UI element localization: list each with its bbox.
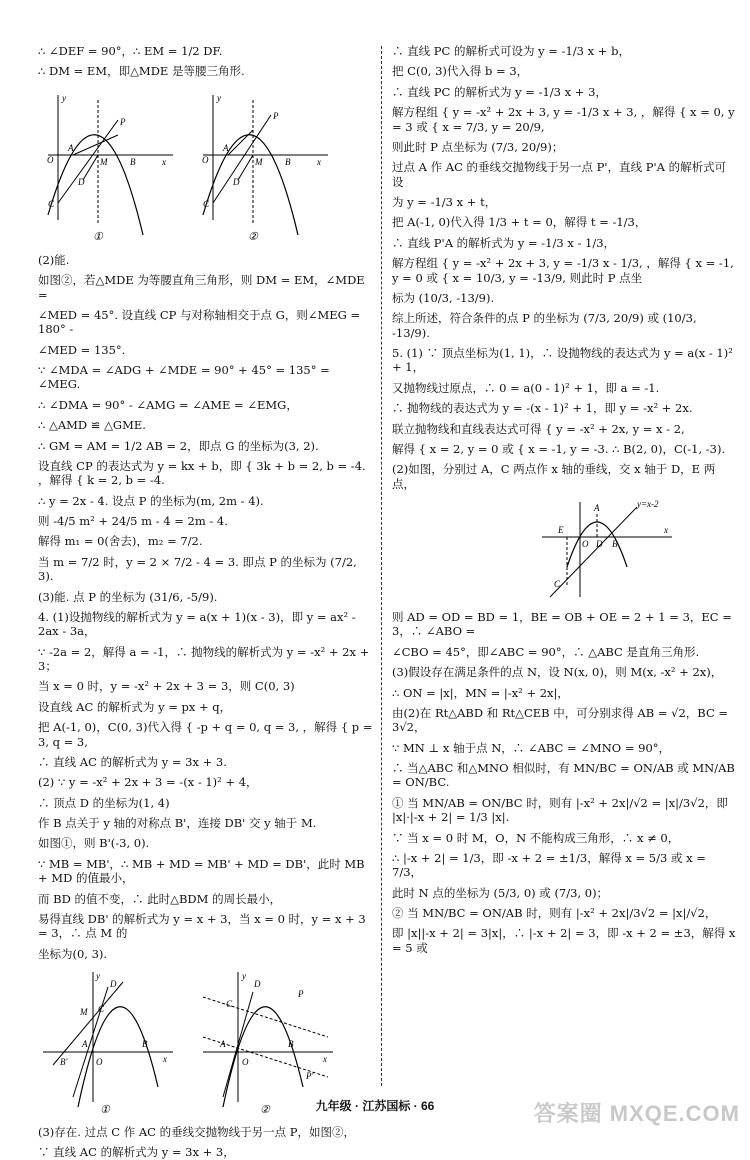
text-line: 联立抛物线和直线表达式可得 { y = -x² + 2x, y = x - 2,: [392, 421, 685, 436]
text-line: ∴ y = 2x - 4. 设点 P 的坐标为(m, 2m - 4).: [38, 493, 264, 508]
svg-text:B: B: [142, 1039, 148, 1049]
text-line: 把 A(-1, 0)，C(0, 3)代入得 { -p + q = 0, q = 3, ，解得 { p = 3, q = 3,: [38, 720, 377, 749]
text-line: 解方程组 { y = -x² + 2x + 3, y = -1/3 x + 3, ，解得 { x = 0, y = 3 或 { x = 7/3, y = 20/9,: [392, 105, 739, 134]
svg-text:y: y: [242, 971, 246, 981]
text-line: 5. (1) ∵ 顶点坐标为(1, 1)，∴ 设抛物线的表达式为 y = a(x - 1)² + 1，: [392, 346, 737, 375]
svg-text:A: A: [68, 142, 74, 153]
svg-text:M: M: [80, 1007, 88, 1017]
svg-text:M: M: [255, 156, 263, 167]
figure-2-right: [203, 971, 333, 1116]
figure-1-caption: ①: [93, 230, 103, 243]
text-line: 设直线 AC 的解析式为 y = px + q，: [38, 699, 232, 714]
text-line: ∴ 抛物线的表达式为 y = -(x - 1)² + 1，即 y = -x² + 2x.: [392, 401, 693, 416]
text-line: 过点 A 作 AC 的垂线交抛物线于另一点 P'，直线 P'A 的解析式可设: [392, 160, 727, 189]
figure-parabola-pair-1: [38, 85, 338, 245]
text-line: 如图①，则 B'(-3, 0).: [38, 836, 150, 851]
right-text-block-a: [392, 44, 737, 491]
svg-text:P: P: [298, 989, 304, 999]
text-line: (3)假设存在满足条件的点 N，设 N(x, 0)，则 M(x, -x² + 2x)，: [392, 665, 723, 680]
left-text-block-a: [38, 44, 373, 79]
text-line: ∵ 当 x = 0 时 M，O，N 不能构成三角形，∴ x ≠ 0，: [392, 830, 680, 845]
svg-text:B': B': [60, 1057, 68, 1067]
svg-text:x: x: [664, 525, 668, 535]
figure-1-right: [202, 93, 328, 243]
svg-text:E: E: [558, 525, 564, 535]
text-line: (2) ∵ y = -x² + 2x + 3 = -(x - 1)² + 4，: [38, 775, 258, 790]
text-line: 坐标为(0, 3).: [38, 946, 108, 961]
text-line: 则 -4/5 m² + 24/5 m - 4 = 2m - 4.: [38, 514, 228, 528]
svg-text:x: x: [163, 1054, 167, 1064]
figure-2-left: [43, 971, 173, 1116]
text-line: ∴ 顶点 D 的坐标为(1, 4): [38, 795, 170, 810]
text-line: ∵ -2a = 2，解得 a = -1，∴ 抛物线的解析式为 y = -x² + 2x + 3；: [38, 644, 373, 673]
svg-text:C: C: [98, 1004, 105, 1014]
text-line: ∴ 直线 P'A 的解析式为 y = -1/3 x - 1/3，: [392, 235, 616, 250]
svg-text:P': P': [306, 1071, 314, 1081]
text-line: ∵ MB = MB'，∴ MB + MD = MB' + MD = DB'，此时 MB + MD 的值最小，: [38, 856, 369, 886]
svg-text:y: y: [96, 971, 100, 981]
text-line: 把 C(0, 3)代入得 b = 3，: [392, 64, 529, 79]
svg-text:y: y: [217, 92, 221, 103]
text-line: 标为 (10/3, -13/9).: [392, 290, 495, 305]
svg-text:A: A: [82, 1039, 88, 1049]
line-label: y=x-2: [637, 499, 659, 509]
svg-text:P: P: [120, 116, 126, 127]
svg-text:x: x: [317, 156, 321, 167]
text-line: ∴ 直线 AC 的解析式为 y = 3x + 3.: [38, 754, 227, 769]
svg-text:B: B: [130, 156, 136, 167]
text-line: (3)能. 点 P 的坐标为 (31/6, -5/9).: [38, 589, 218, 604]
svg-text:O: O: [242, 1057, 249, 1067]
svg-text:x: x: [323, 1054, 327, 1064]
text-line: ∠MED = 135°.: [38, 342, 126, 357]
text-line: ∴ ON = |x|，MN = |-x² + 2x|，: [392, 685, 569, 700]
text-line: 作 B 点关于 y 轴的对称点 B'，连接 DB' 交 y 轴于 M.: [38, 816, 317, 830]
column-divider: [381, 46, 382, 1086]
svg-text:D: D: [78, 176, 85, 187]
svg-text:A: A: [223, 142, 229, 153]
left-text-block-b: [38, 252, 377, 961]
svg-text:P: P: [273, 110, 279, 121]
svg-text:O: O: [47, 154, 54, 165]
text-line: ∴ 直线 PC 的解析式可设为 y = -1/3 x + b，: [392, 44, 630, 58]
svg-text:O: O: [202, 154, 209, 165]
text-line: 易得直线 DB' 的解析式为 y = x + 3，当 x = 0 时，y = x + 3 = 3，∴ 点 M 的: [38, 911, 370, 941]
right-text-block-b: [392, 610, 740, 955]
svg-text:A: A: [594, 503, 600, 513]
svg-text:C: C: [48, 198, 55, 209]
text-line: 设直线 CP 的表达式为 y = kx + b，即 { 3k + b = 2, b = -4. ，解得 { k = 2, b = -4.: [38, 458, 370, 488]
page-footer: 九年级 · 江苏国标 · 66: [315, 1099, 435, 1113]
text-line: 又抛物线过原点，∴ 0 = a(0 - 1)² + 1，即 a = -1.: [392, 380, 660, 395]
text-line: ∠CBO = 45°，即∠ABC = 90°，∴ △ABC 是直角三角形.: [392, 644, 700, 659]
text-line: (2)如图，分别过 A，C 两点作 x 轴的垂线，交 x 轴于 D，E 两点，: [392, 462, 716, 491]
text-line: ∠MED = 45°. 设直线 CP 与对称轴相交于点 G，则∠MEG = 180° -: [38, 307, 364, 337]
figure-parabola-pair-2: [38, 967, 338, 1117]
figure-1-left: [47, 93, 173, 243]
svg-text:y: y: [62, 92, 66, 103]
svg-text:B: B: [288, 1039, 294, 1049]
svg-text:D: D: [110, 979, 117, 989]
text-line: ∴ ∠DEF = 90°，∴ EM = 1/2 DF.: [38, 44, 223, 58]
text-line: 解方程组 { y = -x² + 2x + 3, y = -1/3 x - 1/3, ，解得 { x = -1, y = 0 或 { x = 10/3, y = -13/9, 则此时 P 点坐: [392, 256, 738, 285]
text-line: 当 m = 7/2 时，y = 2 × 7/2 - 4 = 3. 即点 P 的坐标为 (7/2, 3).: [38, 554, 361, 584]
svg-text:C: C: [226, 999, 233, 1009]
watermark-logo: 答案圈 MXQE.COM: [533, 1101, 740, 1126]
text-line: ∴ GM = AM = 1/2 AB = 2，即点 G 的坐标为(3, 2).: [38, 438, 319, 453]
text-line: ∴ 直线 PC 的解析式为 y = -1/3 x + 3，: [392, 84, 607, 99]
text-line: ∴ ∠DMA = 90° - ∠AMG = ∠AME = ∠EMG，: [38, 397, 298, 412]
svg-text:O: O: [582, 539, 589, 549]
text-line: 如图②，若△MDE 为等腰直角三角形，则 DM = EM，∠MDE =: [38, 273, 369, 302]
text-line: 即 |x||-x + 2| = 3|x|，∴ |-x + 2| = 3，即 -x + 2 = ±3，解得 x = 5 或: [392, 926, 740, 955]
text-line: ∴ DM = EM，即△MDE 是等腰三角形.: [38, 64, 245, 79]
left-text-block-c: [38, 1125, 373, 1160]
text-line: 此时 N 点的坐标为 (5/3, 0) 或 (7/3, 0)；: [392, 885, 609, 900]
text-line: (3)存在. 过点 C 作 AC 的垂线交抛物线于另一点 P，如图②，: [38, 1125, 356, 1139]
figure-line-parabola-3: [432, 497, 750, 602]
figure-2-caption: ①: [100, 1104, 110, 1116]
svg-text:C: C: [203, 198, 210, 209]
text-line: (2)能.: [38, 252, 70, 267]
text-line: ① 当 MN/AB = ON/BC 时，则有 |-x² + 2x|/√2 = |x|/3√2，即 |x|·|-x + 2| = 1/3 |x|.: [392, 795, 732, 825]
right-column: [392, 44, 740, 1088]
svg-text:A: A: [220, 1039, 226, 1049]
text-line: ∴ |-x + 2| = 1/3，即 -x + 2 = ±1/3，解得 x = 5/3 或 x = 7/3，: [392, 850, 710, 880]
svg-text:M: M: [100, 156, 108, 167]
svg-text:B: B: [612, 539, 618, 549]
svg-text:C: C: [554, 579, 561, 589]
figure-2-caption: ②: [260, 1104, 270, 1116]
figure-1-caption: ②: [248, 230, 258, 243]
text-line: ∴ △AMD ≌ △GME.: [38, 418, 146, 433]
text-line: 则此时 P 点坐标为 (7/3, 20/9)；: [392, 139, 564, 154]
text-line: 为 y = -1/3 x + t，: [392, 195, 497, 209]
text-line: 则 AD = OD = BD = 1，BE = OB + OE = 2 + 1 = 3，EC = 3，∴ ∠ABO =: [392, 610, 736, 639]
svg-text:O: O: [96, 1057, 103, 1067]
text-line: 4. (1)设抛物线的解析式为 y = a(x + 1)(x - 3)，即 y = ax² - 2ax - 3a，: [38, 609, 360, 639]
svg-text:D: D: [596, 539, 603, 549]
svg-text:D: D: [233, 176, 240, 187]
text-line: ∵ 直线 AC 的解析式为 y = 3x + 3，: [38, 1145, 235, 1160]
text-line: 由(2)在 Rt△ABD 和 Rt△CEB 中，可分别求得 AB = √2，BC = 3√2，: [392, 705, 732, 735]
text-line: ∵ ∠MDA = ∠ADG + ∠MDE = 90° + 45° = 135° = ∠MEG.: [38, 363, 334, 392]
svg-text:D: D: [254, 979, 261, 989]
text-line: 而 BD 的值不变，∴ 此时△BDM 的周长最小，: [38, 891, 282, 906]
text-line: 把 A(-1, 0)代入得 1/3 + t = 0，解得 t = -1/3，: [392, 215, 647, 230]
text-line: 解得 m₁ = 0(舍去)，m₂ = 7/2.: [38, 534, 203, 549]
text-line: ∴ 当△ABC 和△MNO 相似时，有 MN/BC = ON/AB 或 MN/AB = ON/BC.: [392, 761, 739, 790]
svg-text:B: B: [285, 156, 291, 167]
svg-text:x: x: [162, 156, 166, 167]
text-line: ② 当 MN/BC = ON/AB 时，则有 |-x² + 2x|/3√2 = |x|/√2，: [392, 906, 717, 920]
text-line: 解得 { x = 2, y = 0 或 { x = -1, y = -3. ∴ B(2, 0)，C(-1, -3).: [392, 441, 726, 456]
text-line: 综上所述，符合条件的点 P 的坐标为 (7/3, 20/9) 或 (10/3, -13/9).: [392, 311, 701, 340]
text-line: 当 x = 0 时，y = -x² + 2x + 3 = 3，则 C(0, 3): [38, 679, 295, 694]
text-line: ∵ MN ⊥ x 轴于点 N，∴ ∠ABC = ∠MNO = 90°，: [392, 740, 671, 755]
